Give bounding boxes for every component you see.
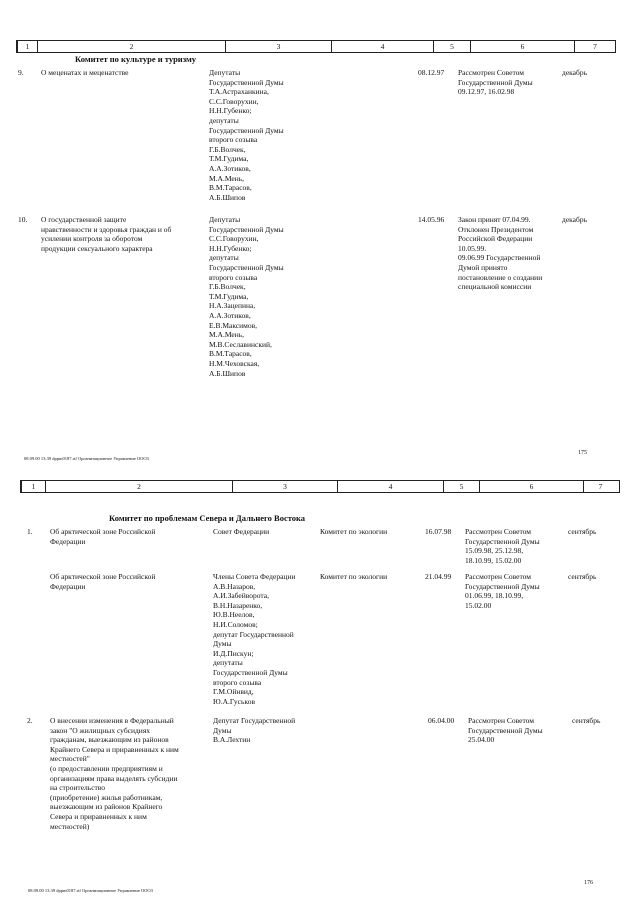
row-date: 16.07.98 <box>425 527 452 536</box>
row-committee: Комитет по экологии <box>320 527 388 536</box>
header-col-4: 4 <box>332 41 434 52</box>
section-title: Комитет по культуре и туризму <box>75 54 197 64</box>
page-number: 176 <box>584 880 593 886</box>
section-title: Комитет по проблемам Севера и Дальнего Востока <box>109 513 306 523</box>
row-authors: Депутаты Государственной Думы С.С.Говорухин, Н.Н.Губенко; депутаты Государственной Думы второго созыва Г.Б.Волчек, Т.М.Гудима, Н.А.Зацепина, А.А.Зотиков, Е.В.Максимов, М.А.Мень, М.В.Сеславинский, В.М.Тарасов, Н.М.Чеховская, А.Б.Шипов <box>209 215 284 378</box>
row-authors: Члены Совета Федерации А.В.Назаров, А.И.Забейворота, В.Н.Назаренко, Ю.В.Неелов, Н.И.Соломов; депутат Государственной Думы И.Д.Пискун; депутаты Государственной Думы второго созыва Г.М.Ойнвид, Ю.А.Гуськов <box>213 572 296 706</box>
row-authors: Депутат Государственной Думы В.А.Лехтин <box>213 716 296 745</box>
header-col-1: 1 <box>22 481 46 492</box>
row-number: 1. <box>27 527 33 536</box>
header-col-2: 2 <box>46 481 233 492</box>
row-status: Рассмотрен Советом Государственной Думы 01.06.99, 18.10.99, 15.02.00 <box>465 572 540 610</box>
row-authors: Депутаты Государственной Думы Т.А.Астраханкина, С.С.Говорухин, Н.Н.Губенко; депутаты Государственной Думы второго созыва Г.Б.Волчек, Т.М.Гудима, А.А.Зотиков, М.А.Мень, В.М.Тарасов, А.Б.Шипов <box>209 68 284 202</box>
header-col-1: 1 <box>18 41 38 52</box>
page-footer: 08.09.00 13:39 dppm0187.rtf Организационное Управление ООО3 <box>28 888 153 893</box>
row-authors: Совет Федерации <box>213 527 270 536</box>
header-col-6: 6 <box>480 481 584 492</box>
header-col-2: 2 <box>38 41 226 52</box>
table-header-row <box>20 480 620 493</box>
header-col-3: 3 <box>233 481 338 492</box>
row-title: О государственной защите нравственности и здоровья граждан и об усилении контроля за оборотом продукции сексуального характера <box>41 215 172 253</box>
row-month: сентябрь <box>568 527 597 536</box>
row-title: Об арктической зоне Российской Федерации <box>50 572 156 591</box>
row-title: Об арктической зоне Российской Федерации <box>50 527 156 546</box>
row-committee: Комитет по экологии <box>320 572 388 581</box>
row-title: О внесении изменения в Федеральный закон "О жилищных субсидиях гражданам, выезжающим из районов Крайнего Севера и приравненных к ним местностей" (о предоставлении предприятиям и организациям права выделять субсидии на строительство (приобретение) жилья работникам, выезжающим из районов Крайнего Севера и приравненных к ним местностей) <box>50 716 179 831</box>
header-col-4: 4 <box>338 481 444 492</box>
row-status: Рассмотрен Советом Государственной Думы 15.09.98, 25.12.98, 18.10.99, 15.02.00 <box>465 527 540 565</box>
row-month: сентябрь <box>568 572 597 581</box>
header-col-5: 5 <box>444 481 480 492</box>
row-number: 2. <box>27 716 33 725</box>
row-date: 08.12.97 <box>418 68 445 77</box>
table-header-row <box>16 40 616 53</box>
row-status: Закон принят 07.04.99. Отклонен Президентом Российской Федерации 10.05.99. 09.06.99 Государственной Думой принято постановление о создании специальной комиссии <box>458 215 543 292</box>
row-title: О меценатах и меценатстве <box>41 68 129 77</box>
row-date: 14.05.96 <box>418 215 445 224</box>
header-col-6: 6 <box>471 41 575 52</box>
header-col-7: 7 <box>598 482 603 491</box>
header-col-7: 7 <box>593 42 597 51</box>
row-status: Рассмотрен Советом Государственной Думы 09.12.97, 16.02.98 <box>458 68 533 97</box>
row-month: декабрь <box>562 215 587 224</box>
page-number: 175 <box>578 450 587 456</box>
row-month: сентябрь <box>572 716 601 725</box>
row-date: 06.04.00 <box>428 716 455 725</box>
row-number: 10. <box>18 215 28 224</box>
header-col-3: 3 <box>226 41 332 52</box>
page-footer: 08.09.00 13:39 dppm0187.rtf Организационное Управление ООО3 <box>24 456 149 461</box>
row-date: 21.04.99 <box>425 572 452 581</box>
row-number: 9. <box>18 68 24 77</box>
header-col-5: 5 <box>434 41 471 52</box>
row-month: декабрь <box>562 68 587 77</box>
row-status: Рассмотрен Советом Государственной Думы 25.04.00 <box>468 716 543 745</box>
